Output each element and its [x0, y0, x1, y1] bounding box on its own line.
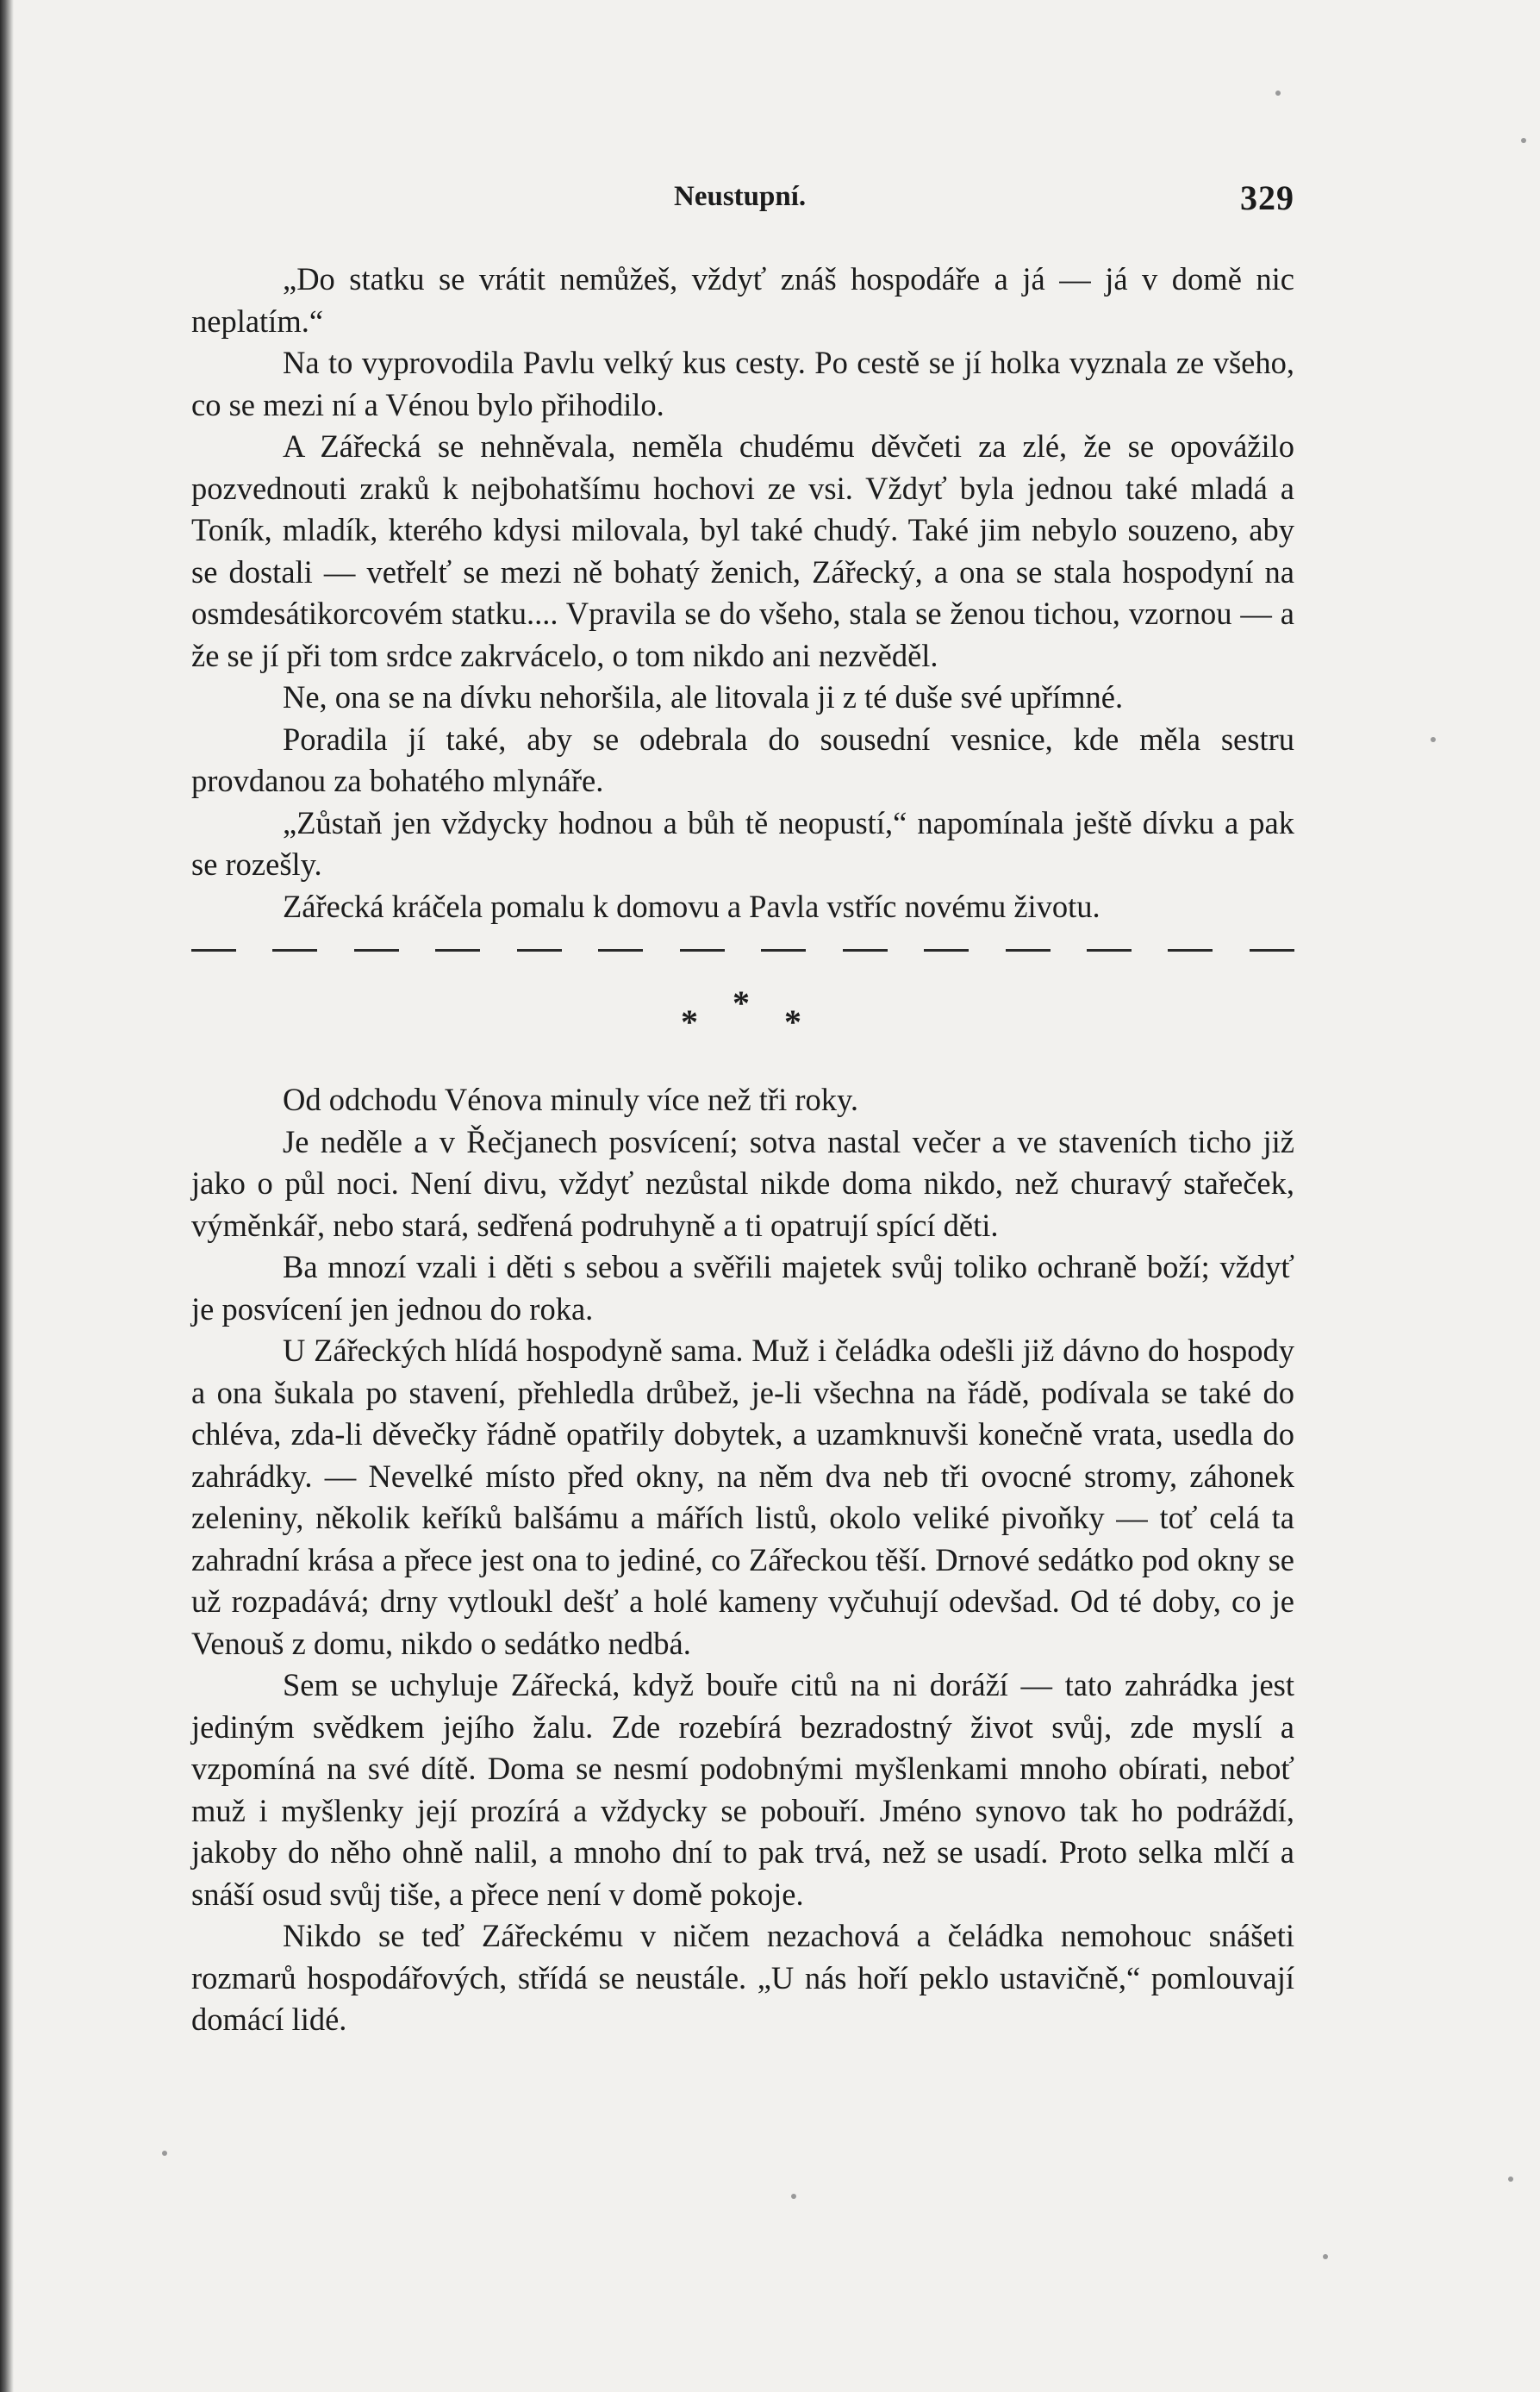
- asterisk: *: [681, 1002, 698, 1041]
- dash: [354, 949, 399, 952]
- paragraph: Je neděle a v Řečjanech posvícení; sotva nastal večer a ve staveních ticho již jako o půl noci. Není divu, vždyť nezůstal nikde doma nikdo, než churavý stařeček, výměnkář, nebo stará, sedřená podruhyně a ti opatrují spící děti.: [191, 1123, 1294, 1243]
- paragraph: Sem se uchyluje Zářecká, když bouře citů na ni doráží — tato zahrádka jest jediným svědkem jejího žalu. Zde rozebírá bezradostný život svůj, zde myslí a vzpomíná na své dítě. Doma se nesmí podobnými myšlenkami mnoho obírati, neboť muž i myšlenky její prozírá a vždycky se pobouří. Jméno synovo tak ho podráždí, jakoby do něho ohně nalil, a mnoho dní to pak trvá, než se usadí. Proto selka mlčí a snáší osud svůj tiše, a přece není v domě pokoje.: [191, 1667, 1294, 1912]
- running-title: Neustupní.: [674, 181, 807, 212]
- paragraph: Zářecká kráčela pomalu k domovu a Pavla vstříc novému životu.: [283, 888, 1100, 924]
- dash: [843, 949, 888, 952]
- paragraph: „Zůstaň jen vždycky hodnou a bůh tě neopustí,“ napomínala ještě dívku a pak se rozešly.: [191, 804, 1294, 882]
- paper-speck: [1275, 91, 1281, 96]
- paragraph: Poradila jí také, aby se odebrala do sousední vesnice, kde měla sestru provdanou za bohatého mlynáře.: [191, 721, 1294, 798]
- dash: [1087, 949, 1132, 952]
- dash: [924, 949, 969, 952]
- dash: [1168, 949, 1213, 952]
- paragraph: Na to vyprovodila Pavlu velký kus cesty. Po cestě se jí holka vyznala ze všeho, co se mezi ní a Vénou bylo přihodilo.: [191, 345, 1294, 422]
- asterisk: *: [784, 1002, 801, 1041]
- page-header: [191, 174, 1294, 222]
- dash: [191, 949, 236, 952]
- paragraph: Ba mnozí vzali i děti s sebou a svěřili majetek svůj toliko ochraně boží; vždyť je posvícení jen jednou do roka.: [191, 1249, 1294, 1327]
- page-number: 329: [1240, 178, 1294, 217]
- dashed-rule: [191, 933, 1294, 967]
- paragraph: A Zářecká se nehněvala, neměla chudému děvčeti za zlé, že se opovážilo pozvednouti zraků k nejbohatšímu hochovi ze vsi. Vždyť byla jednou také mladá a Toník, mladík, kterého kdysi milovala, byl také chudý. Také jim nebylo souzeno, aby se dostali — vetřelť se mezi ně bohatý ženich, Zářecký, a ona se stala hospodyní na osmdesátikorcovém statku.... Vpravila se do všeho, stala se ženou tichou, vzornou — a že se jí při tom srdce zakrvácelo, o tom nikdo ani nezvěděl.: [191, 428, 1294, 673]
- dash: [1006, 949, 1051, 952]
- paper-speck: [1323, 2254, 1328, 2259]
- dash: [272, 949, 317, 952]
- paper-speck: [1521, 138, 1526, 143]
- asterism-separator: [191, 967, 1294, 1079]
- paper-speck: [1431, 737, 1436, 742]
- asterisk: *: [733, 984, 750, 1022]
- paper-speck: [791, 2194, 796, 2199]
- paper-speck: [1508, 2177, 1513, 2182]
- binding-shadow: [0, 0, 14, 2392]
- paragraph: Ne, ona se na dívku nehoršila, ale litovala ji z té duše své upřímné.: [283, 679, 1124, 715]
- paragraph: Od odchodu Vénova minuly více než tři roky.: [283, 1082, 858, 1117]
- body-text: [191, 259, 1294, 2041]
- dash: [598, 949, 643, 952]
- paragraph: „Do statku se vrátit nemůžeš, vždyť znáš hospodáře a já — já v domě nic neplatím.“: [191, 261, 1294, 339]
- dash: [761, 949, 806, 952]
- dash: [435, 949, 480, 952]
- paragraph: Nikdo se teď Zářeckému v ničem nezachová a čeládka nemohouc snášeti rozmarů hospodářových, střídá se neustále. „U nás hoří peklo ustavičně,“ pomlouvají domácí lidé.: [191, 1918, 1294, 2037]
- paragraph: U Zářeckých hlídá hospodyně sama. Muž i čeládka odešli již dávno do hospody a ona šukala po stavení, přehledla drůbež, je-li všechna na řádě, podívala se také do chléva, zda-li děvečky řádně opatřily dobytek, a uzamknuvši konečně vrata, usedla do zahrádky. — Nevelké místo před okny, na něm dva neb tři ovocné stromy, záhonek zeleniny, několik keříků balšámu a mářích listů, okolo veliké pivoňky — toť celá ta zahradní krása a přece jest ona to jediné, co Zářeckou těší. Drnové sedátko pod okny se už rozpadává; drny vytloukl dešť a holé kameny vyčuhují odevšad. Od té doby, co je Venouš z domu, nikdo o sedátko nedbá.: [191, 1333, 1294, 1661]
- paper-speck: [162, 2151, 167, 2156]
- dash: [517, 949, 562, 952]
- dash: [1250, 949, 1294, 952]
- dash: [680, 949, 725, 952]
